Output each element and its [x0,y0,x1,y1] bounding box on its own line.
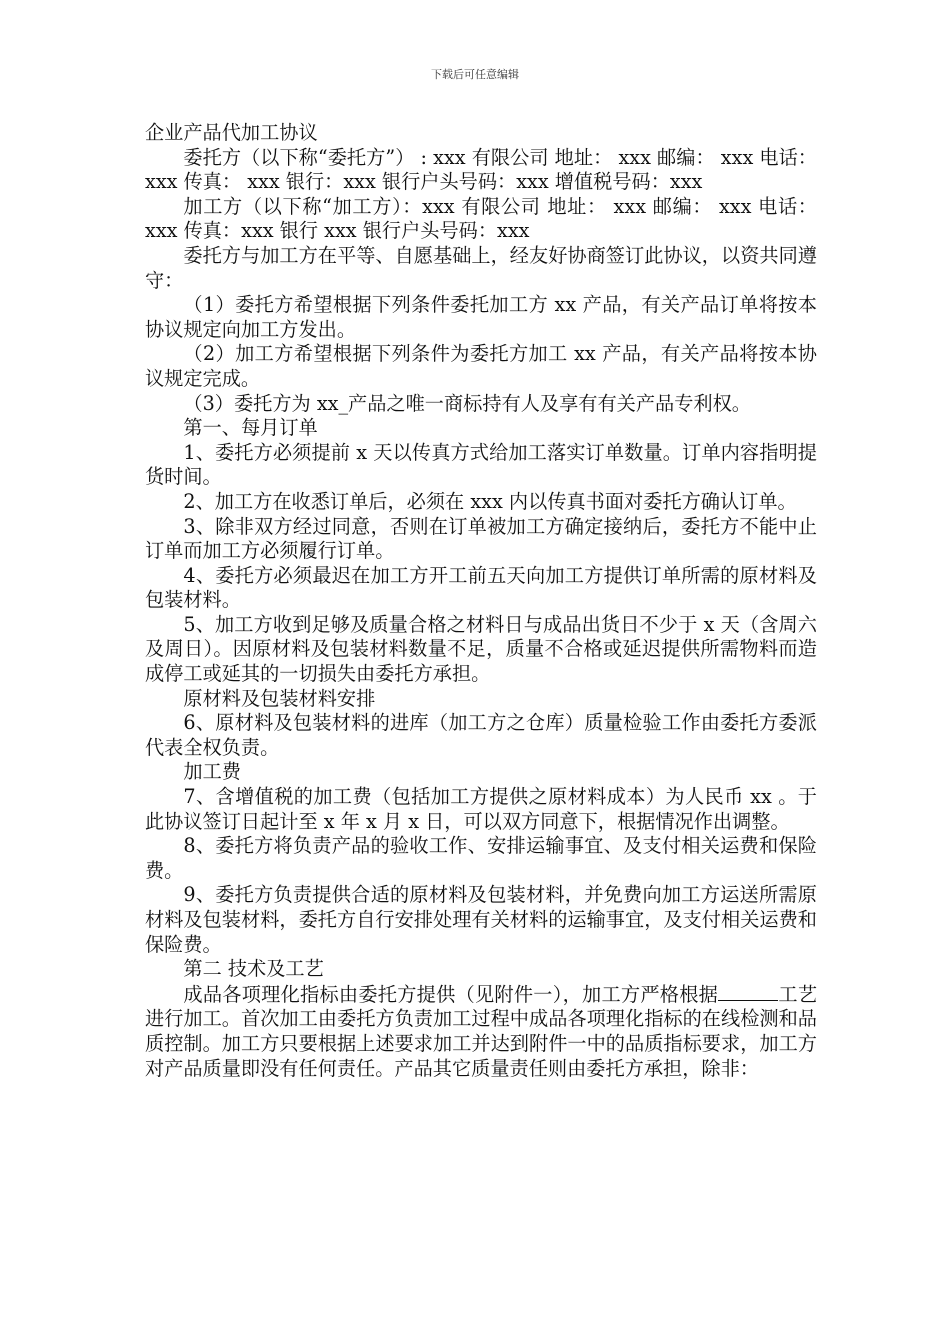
section-heading-processing-fee: 加工费 [183,760,241,784]
party-client-paragraph: 委托方（以下称“委托方”） : xxx 有限公司 地址： xxx 邮编： xxx 电话： xxx 传真： xxx 银行：xxx 银行户头号码：xxx 增值税号码：xxx [145,145,817,194]
recital-1-paragraph: （1）委托方希望根据下列条件委托加工方 xx 产品，有关产品订单将按本协议规定向加工方发出。 [145,293,817,341]
clause-6-paragraph: 6、原材料及包装材料的进库（加工方之仓库）质量检验工作由委托方委派代表全权负责。 [145,711,817,759]
fill-in-blank [718,982,778,1001]
clause-7-paragraph: 7、含增值税的加工费（包括加工方提供之原材料成本）为人民币 xx 。于此协议签订日起计至 x 年 x 月 x 日，可以双方同意下，根据情况作出调整。 [145,785,817,833]
technology-paragraph [145,982,817,1081]
clause-4-paragraph: 4、委托方必须最迟在加工方开工前五天向加工方提供订单所需的原材料及包装材料。 [145,563,817,612]
recital-2-paragraph: （2）加工方希望根据下列条件为委托方加工 xx 产品，有关产品将按本协议规定完成。 [145,342,817,390]
technology-text-before-blank: 成品各项理化指标由委托方提供（见附件一），加工方严格根据 [183,982,719,1006]
document-title: 企业产品代加工协议 [145,121,318,144]
clause-2-paragraph: 2、加工方在收悉订单后，必须在 xxx 内以传真书面对委托方确认订单。 [183,489,797,513]
clause-8-paragraph: 8、委托方将负责产品的验收工作、安排运输事宜、及支付相关运费和保险费。 [145,834,817,882]
section-heading-monthly-orders: 第一、每月订单 [183,416,318,440]
technology-text-after-blank: 工艺进行加工。首次加工由委托方负责加工过程中成品各项理化指标的在线检测和品质控制。加工方只要根据上述要求加工并达到附件一中的品质指标要求，加工方对产品质量即没有任何责任。产品其它质量责任则由委托方承担，除非： [145,982,818,1080]
document-body [145,121,817,1081]
clause-1-paragraph: 1、委托方必须提前 x 天以传真方式给加工落实订单数量。订单内容指明提货时间。 [145,440,817,489]
party-processor-paragraph: 加工方（以下称“加工方）：xxx 有限公司 地址： xxx 邮编： xxx 电话： xxx 传真：xxx 银行 xxx 银行户头号码：xxx [145,194,817,243]
clause-5-paragraph: 5、加工方收到足够及质量合格之材料日与成品出货日不少于 x 天（含周六及周日）。因原材料及包装材料数量不足，质量不合格或延迟提供所需物料而造成停工或延其的一切损失由委托方承担。 [145,612,817,686]
page-header-note: 下载后可任意编辑 [431,68,519,81]
preamble-paragraph: 委托方与加工方在平等、自愿基础上，经友好协商签订此协议，以资共同遵守： [145,243,817,292]
clause-9-paragraph: 9、委托方负责提供合适的原材料及包装材料，并免费向加工方运送所需原材料及包装材料，委托方自行安排处理有关材料的运输事宜，及支付相关运费和保险费。 [145,883,817,956]
section-heading-materials: 原材料及包装材料安排 [183,686,376,710]
section-heading-technology: 第二 技术及工艺 [183,957,324,981]
clause-3-paragraph: 3、除非双方经过同意，否则在订单被加工方确定接纳后，委托方不能中止订单而加工方必须履行订单。 [145,514,817,563]
recital-3-paragraph: （3）委托方为 xx_产品之唯一商标持有人及享有有关产品专利权。 [183,391,751,415]
